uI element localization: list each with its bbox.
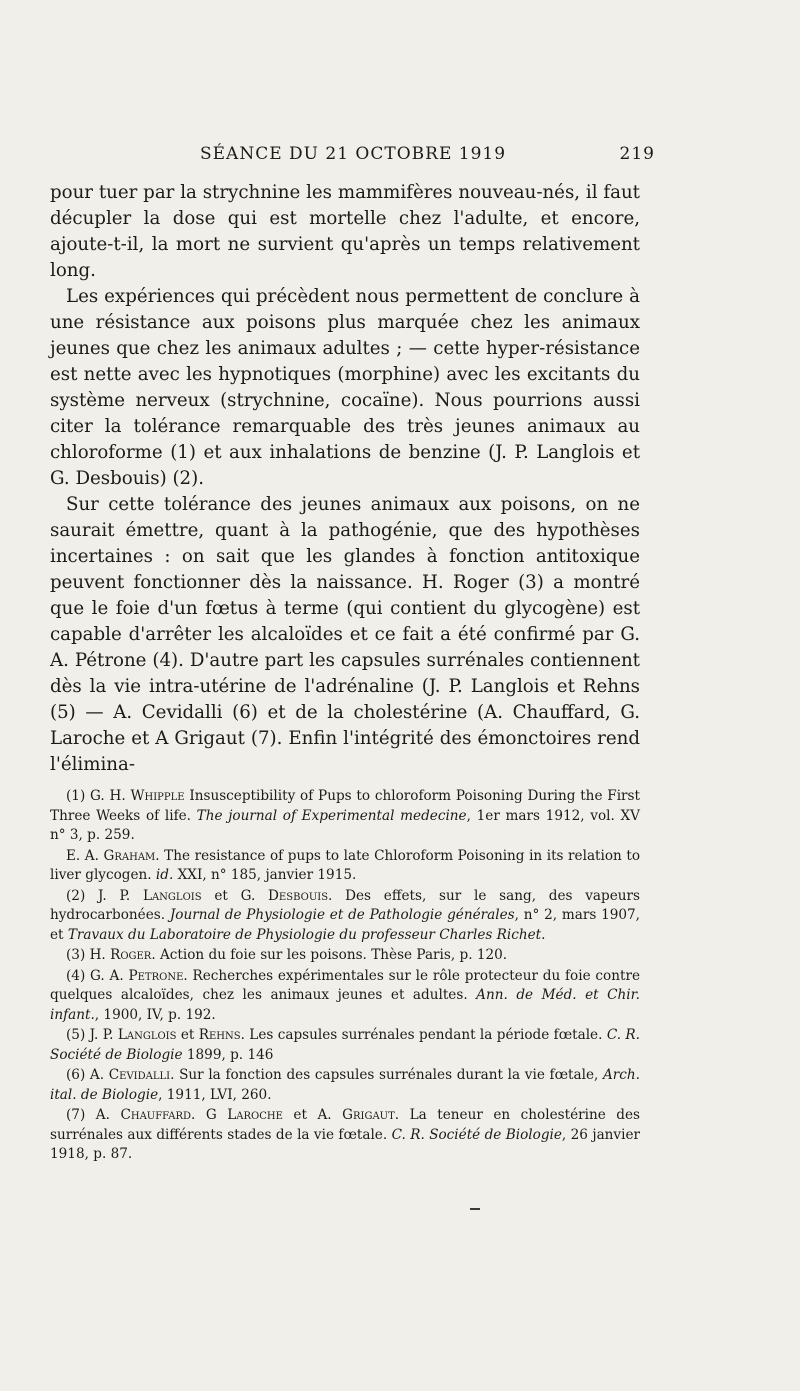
header-title: SÉANCE DU 21 OCTOBRE 1919 xyxy=(200,144,507,164)
footnote-1: (1) G. H. Whipple Insusceptibility of Pups to chloroform Poisoning During the First Three Weeks of life. The journal of Experimental medecine, 1er mars 1912, vol. XV n° 3, p. 259. xyxy=(50,788,640,843)
footnote-3: (3) H. Roger. Action du foie sur les poisons. Thèse Paris, p. 120. xyxy=(66,947,508,963)
footnote-6: (6) A. Cevidalli. Sur la fonction des capsules surrénales durant la vie fœtale, Arch. ital. de Biologie, 1911, LVI, 260. xyxy=(50,1067,640,1103)
paragraph-3: Sur cette tolérance des jeunes animaux aux poisons, on ne saurait émettre, quant à la pathogénie, que des hypothèses incertaines : on sait que les glandes à fonction antitoxique peuvent fonctionner dès la naissance. H. Roger (3) a montré que le foie d'un fœtus à terme (qui contient du glycogène) est capable d'arrêter les alcaloïdes et ce fait a été confirmé par G. A. Pétrone (4). D'autre part les capsules surrénales contiennent dès la vie intra-utérine de l'adrénaline (J. P. Langlois et Rehns (5) — A. Cevidalli (6) et de la cholestérine (A. Chauffard, G. Laroche et A Grigaut (7). Enfin l'intégrité des émonctoires rend l'élimina- xyxy=(50,494,640,775)
running-header xyxy=(50,144,655,168)
paragraph-1: pour tuer par la strychnine les mammifères nouveau-nés, il faut décupler la dose qui est mortelle chez l'adulte, et encore, ajoute-t-il, la mort ne survient qu'après un temps relativement long. xyxy=(50,182,640,281)
paragraph-2: Les expériences qui précèdent nous permettent de conclure à une résistance aux poisons plus marquée chez les animaux jeunes que chez les animaux adultes ; — cette hyper-résistance est nette avec les hypnotiques (morphine) avec les excitants du système nerveux (strychnine, cocaïne). Nous pourrions aussi citer la tolérance remarquable des très jeunes animaux au chloroforme (1) et aux inhalations de benzine (J. P. Langlois et G. Desbouis) (2). xyxy=(50,286,640,489)
footnotes xyxy=(50,787,640,1166)
footnote-2: (2) J. P. Langlois et G. Desbouis. Des effets, sur le sang, des vapeurs hydrocarbonées. Journal de Physiologie et de Pathologie générales, n° 2, mars 1907, et Travaux du Laboratoire de Physiologie du professeur Charles Richet. xyxy=(50,887,641,943)
main-text xyxy=(50,180,640,778)
end-dash xyxy=(470,1208,480,1210)
footnote-5: (5) J. P. Langlois et Rehns. Les capsules surrénales pendant la période fœtale. C. R. Société de Biologie 1899, p. 146 xyxy=(50,1027,640,1063)
page-number: 219 xyxy=(619,144,655,164)
footnote-7: (7) A. Chauffard. G Laroche et A. Grigaut. La teneur en cholestérine des surrénales aux différents stades de la vie fœtale. C. R. Société de Biologie, 26 janvier 1918, p. 87. xyxy=(50,1107,641,1162)
footnote-4: (4) G. A. Petrone. Recherches expérimentales sur le rôle protecteur du foie contre quelques alcaloïdes, chez les animaux jeunes et adultes. Ann. de Méd. et Chir. infant., 1900, IV, p. 192. xyxy=(50,967,640,1023)
footnote-1b: E. A. Graham. The resistance of pups to late Chloroform Poisoning in its relation to liver glycogen. id. XXI, n° 185, janvier 1915. xyxy=(50,847,641,883)
